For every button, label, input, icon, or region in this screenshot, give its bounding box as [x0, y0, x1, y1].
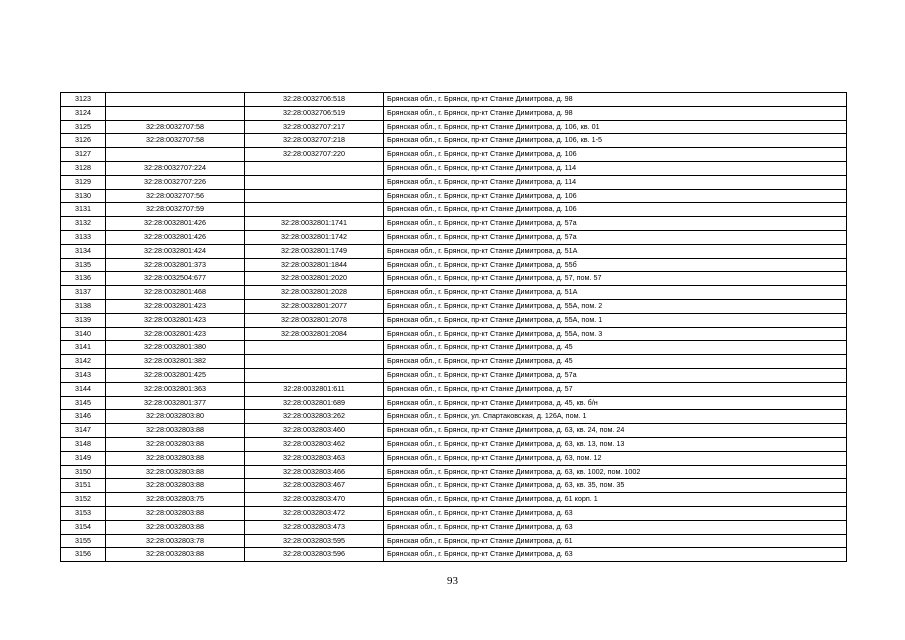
row-number-cell: 3130: [61, 189, 106, 203]
address-cell: Брянская обл., г. Брянск, пр-кт Станке Димитрова, д. 57а: [384, 230, 847, 244]
address-cell: Брянская обл., г. Брянск, пр-кт Станке Димитрова, д. 63, кв. 24, пом. 24: [384, 424, 847, 438]
table-row: [61, 479, 847, 493]
address-cell: Брянская обл., г. Брянск, пр-кт Станке Димитрова, д. 57: [384, 382, 847, 396]
object-cadastral-cell: 32:28:0032707:218: [245, 134, 384, 148]
row-number-cell: 3135: [61, 258, 106, 272]
address-cell: Брянская обл., г. Брянск, пр-кт Станке Димитрова, д. 106, кв. 1-5: [384, 134, 847, 148]
object-cadastral-cell: 32:28:0032803:595: [245, 534, 384, 548]
address-cell: Брянская обл., г. Брянск, пр-кт Станке Димитрова, д. 106, кв. 01: [384, 120, 847, 134]
row-number-cell: 3133: [61, 230, 106, 244]
table-row: [61, 327, 847, 341]
row-number-cell: 3153: [61, 506, 106, 520]
parcel-cadastral-cell: [106, 93, 245, 107]
table-row: [61, 203, 847, 217]
address-cell: Брянская обл., г. Брянск, пр-кт Станке Димитрова, д. 61 корп. 1: [384, 493, 847, 507]
row-number-cell: 3134: [61, 244, 106, 258]
parcel-cadastral-cell: 32:28:0032803:80: [106, 410, 245, 424]
table-row: [61, 410, 847, 424]
parcel-cadastral-cell: 32:28:0032801:380: [106, 341, 245, 355]
address-cell: Брянская обл., г. Брянск, пр-кт Станке Димитрова, д. 98: [384, 93, 847, 107]
object-cadastral-cell: 32:28:0032803:462: [245, 437, 384, 451]
table-row: [61, 244, 847, 258]
table-row: [61, 120, 847, 134]
object-cadastral-cell: 32:28:0032801:2078: [245, 313, 384, 327]
address-cell: Брянская обл., г. Брянск, пр-кт Станке Димитрова, д. 61: [384, 534, 847, 548]
object-cadastral-cell: 32:28:0032803:470: [245, 493, 384, 507]
address-cell: Брянская обл., г. Брянск, пр-кт Станке Димитрова, д. 55б: [384, 258, 847, 272]
address-cell: Брянская обл., г. Брянск, пр-кт Станке Димитрова, д. 63, кв. 13, пом. 13: [384, 437, 847, 451]
table-row: [61, 368, 847, 382]
object-cadastral-cell: 32:28:0032803:472: [245, 506, 384, 520]
row-number-cell: 3127: [61, 148, 106, 162]
row-number-cell: 3141: [61, 341, 106, 355]
table-row: [61, 299, 847, 313]
object-cadastral-cell: 32:28:0032803:473: [245, 520, 384, 534]
table-row: [61, 465, 847, 479]
table-row: [61, 396, 847, 410]
parcel-cadastral-cell: 32:28:0032707:224: [106, 161, 245, 175]
table-row: [61, 437, 847, 451]
table-row: [61, 93, 847, 107]
row-number-cell: 3146: [61, 410, 106, 424]
object-cadastral-cell: [245, 341, 384, 355]
table-row: [61, 534, 847, 548]
address-cell: Брянская обл., г. Брянск, пр-кт Станке Димитрова, д. 63: [384, 548, 847, 562]
row-number-cell: 3137: [61, 286, 106, 300]
page-number: 93: [447, 575, 458, 587]
row-number-cell: 3142: [61, 355, 106, 369]
object-cadastral-cell: 32:28:0032801:1742: [245, 230, 384, 244]
parcel-cadastral-cell: 32:28:0032801:426: [106, 230, 245, 244]
address-cell: Брянская обл., г. Брянск, ул. Спартаковская, д. 126А, пом. 1: [384, 410, 847, 424]
object-cadastral-cell: 32:28:0032706:519: [245, 106, 384, 120]
parcel-cadastral-cell: 32:28:0032803:88: [106, 465, 245, 479]
address-cell: Брянская обл., г. Брянск, пр-кт Станке Димитрова, д. 63, кв. 1002, пом. 1002: [384, 465, 847, 479]
address-cell: Брянская обл., г. Брянск, пр-кт Станке Димитрова, д. 55А, пом. 3: [384, 327, 847, 341]
object-cadastral-cell: 32:28:0032707:217: [245, 120, 384, 134]
table-row: [61, 106, 847, 120]
address-cell: Брянская обл., г. Брянск, пр-кт Станке Димитрова, д. 55А, пом. 2: [384, 299, 847, 313]
object-cadastral-cell: [245, 161, 384, 175]
address-cell: Брянская обл., г. Брянск, пр-кт Станке Димитрова, д. 114: [384, 175, 847, 189]
table-row: [61, 493, 847, 507]
address-cell: Брянская обл., г. Брянск, пр-кт Станке Димитрова, д. 55А, пом. 1: [384, 313, 847, 327]
parcel-cadastral-cell: 32:28:0032801:382: [106, 355, 245, 369]
row-number-cell: 3149: [61, 451, 106, 465]
address-cell: Брянская обл., г. Брянск, пр-кт Станке Димитрова, д. 106: [384, 203, 847, 217]
address-cell: Брянская обл., г. Брянск, пр-кт Станке Димитрова, д. 57а: [384, 217, 847, 231]
object-cadastral-cell: 32:28:0032801:1844: [245, 258, 384, 272]
object-cadastral-cell: 32:28:0032803:262: [245, 410, 384, 424]
row-number-cell: 3140: [61, 327, 106, 341]
row-number-cell: 3154: [61, 520, 106, 534]
address-cell: Брянская обл., г. Брянск, пр-кт Станке Димитрова, д. 98: [384, 106, 847, 120]
object-cadastral-cell: 32:28:0032801:2077: [245, 299, 384, 313]
row-number-cell: 3138: [61, 299, 106, 313]
object-cadastral-cell: 32:28:0032801:689: [245, 396, 384, 410]
object-cadastral-cell: 32:28:0032801:1741: [245, 217, 384, 231]
table-row: [61, 506, 847, 520]
parcel-cadastral-cell: 32:28:0032803:88: [106, 479, 245, 493]
table-row: [61, 382, 847, 396]
row-number-cell: 3152: [61, 493, 106, 507]
object-cadastral-cell: 32:28:0032803:460: [245, 424, 384, 438]
cadastral-table: [60, 92, 847, 562]
parcel-cadastral-cell: 32:28:0032803:88: [106, 424, 245, 438]
object-cadastral-cell: 32:28:0032803:463: [245, 451, 384, 465]
address-cell: Брянская обл., г. Брянск, пр-кт Станке Димитрова, д. 57, пом. 57: [384, 272, 847, 286]
parcel-cadastral-cell: [106, 148, 245, 162]
object-cadastral-cell: 32:28:0032706:518: [245, 93, 384, 107]
row-number-cell: 3129: [61, 175, 106, 189]
table-row: [61, 161, 847, 175]
row-number-cell: 3125: [61, 120, 106, 134]
object-cadastral-cell: 32:28:0032803:466: [245, 465, 384, 479]
table-body: [61, 93, 847, 562]
table-row: [61, 230, 847, 244]
parcel-cadastral-cell: 32:28:0032803:88: [106, 548, 245, 562]
parcel-cadastral-cell: 32:28:0032801:377: [106, 396, 245, 410]
object-cadastral-cell: [245, 203, 384, 217]
table-row: [61, 424, 847, 438]
parcel-cadastral-cell: 32:28:0032801:373: [106, 258, 245, 272]
table-row: [61, 355, 847, 369]
address-cell: Брянская обл., г. Брянск, пр-кт Станке Димитрова, д. 106: [384, 148, 847, 162]
parcel-cadastral-cell: 32:28:0032707:226: [106, 175, 245, 189]
row-number-cell: 3136: [61, 272, 106, 286]
table-row: [61, 258, 847, 272]
parcel-cadastral-cell: 32:28:0032801:424: [106, 244, 245, 258]
parcel-cadastral-cell: 32:28:0032707:58: [106, 120, 245, 134]
parcel-cadastral-cell: 32:28:0032803:88: [106, 451, 245, 465]
object-cadastral-cell: [245, 368, 384, 382]
address-cell: Брянская обл., г. Брянск, пр-кт Станке Димитрова, д. 51А: [384, 286, 847, 300]
object-cadastral-cell: 32:28:0032801:1749: [245, 244, 384, 258]
object-cadastral-cell: 32:28:0032801:611: [245, 382, 384, 396]
object-cadastral-cell: 32:28:0032707:220: [245, 148, 384, 162]
row-number-cell: 3131: [61, 203, 106, 217]
address-cell: Брянская обл., г. Брянск, пр-кт Станке Димитрова, д. 57а: [384, 368, 847, 382]
row-number-cell: 3132: [61, 217, 106, 231]
object-cadastral-cell: 32:28:0032801:2020: [245, 272, 384, 286]
table-row: [61, 451, 847, 465]
row-number-cell: 3128: [61, 161, 106, 175]
object-cadastral-cell: 32:28:0032801:2084: [245, 327, 384, 341]
table-row: [61, 520, 847, 534]
parcel-cadastral-cell: 32:28:0032803:88: [106, 506, 245, 520]
parcel-cadastral-cell: 32:28:0032801:363: [106, 382, 245, 396]
table-row: [61, 272, 847, 286]
parcel-cadastral-cell: 32:28:0032801:423: [106, 299, 245, 313]
row-number-cell: 3123: [61, 93, 106, 107]
parcel-cadastral-cell: 32:28:0032707:58: [106, 134, 245, 148]
object-cadastral-cell: [245, 189, 384, 203]
object-cadastral-cell: [245, 175, 384, 189]
parcel-cadastral-cell: 32:28:0032504:677: [106, 272, 245, 286]
row-number-cell: 3126: [61, 134, 106, 148]
row-number-cell: 3143: [61, 368, 106, 382]
table-row: [61, 148, 847, 162]
table-row: [61, 341, 847, 355]
address-cell: Брянская обл., г. Брянск, пр-кт Станке Димитрова, д. 114: [384, 161, 847, 175]
parcel-cadastral-cell: [106, 106, 245, 120]
object-cadastral-cell: 32:28:0032801:2028: [245, 286, 384, 300]
parcel-cadastral-cell: 32:28:0032801:426: [106, 217, 245, 231]
row-number-cell: 3156: [61, 548, 106, 562]
object-cadastral-cell: 32:28:0032803:596: [245, 548, 384, 562]
parcel-cadastral-cell: 32:28:0032803:78: [106, 534, 245, 548]
address-cell: Брянская обл., г. Брянск, пр-кт Станке Димитрова, д. 51А: [384, 244, 847, 258]
row-number-cell: 3150: [61, 465, 106, 479]
address-cell: Брянская обл., г. Брянск, пр-кт Станке Димитрова, д. 63: [384, 506, 847, 520]
table-row: [61, 286, 847, 300]
table-row: [61, 548, 847, 562]
row-number-cell: 3145: [61, 396, 106, 410]
address-cell: Брянская обл., г. Брянск, пр-кт Станке Димитрова, д. 63, пом. 12: [384, 451, 847, 465]
address-cell: Брянская обл., г. Брянск, пр-кт Станке Димитрова, д. 45, кв. б/н: [384, 396, 847, 410]
row-number-cell: 3139: [61, 313, 106, 327]
parcel-cadastral-cell: 32:28:0032801:468: [106, 286, 245, 300]
row-number-cell: 3148: [61, 437, 106, 451]
object-cadastral-cell: 32:28:0032803:467: [245, 479, 384, 493]
object-cadastral-cell: [245, 355, 384, 369]
row-number-cell: 3144: [61, 382, 106, 396]
row-number-cell: 3151: [61, 479, 106, 493]
row-number-cell: 3147: [61, 424, 106, 438]
parcel-cadastral-cell: 32:28:0032707:59: [106, 203, 245, 217]
parcel-cadastral-cell: 32:28:0032803:88: [106, 520, 245, 534]
table-row: [61, 189, 847, 203]
address-cell: Брянская обл., г. Брянск, пр-кт Станке Димитрова, д. 63, кв. 35, пом. 35: [384, 479, 847, 493]
table-row: [61, 313, 847, 327]
parcel-cadastral-cell: 32:28:0032801:425: [106, 368, 245, 382]
parcel-cadastral-cell: 32:28:0032803:88: [106, 437, 245, 451]
parcel-cadastral-cell: 32:28:0032707:56: [106, 189, 245, 203]
address-cell: Брянская обл., г. Брянск, пр-кт Станке Димитрова, д. 45: [384, 341, 847, 355]
table-row: [61, 175, 847, 189]
parcel-cadastral-cell: 32:28:0032803:75: [106, 493, 245, 507]
table-row: [61, 217, 847, 231]
parcel-cadastral-cell: 32:28:0032801:423: [106, 327, 245, 341]
address-cell: Брянская обл., г. Брянск, пр-кт Станке Димитрова, д. 106: [384, 189, 847, 203]
parcel-cadastral-cell: 32:28:0032801:423: [106, 313, 245, 327]
address-cell: Брянская обл., г. Брянск, пр-кт Станке Димитрова, д. 63: [384, 520, 847, 534]
table-row: [61, 134, 847, 148]
row-number-cell: 3124: [61, 106, 106, 120]
address-cell: Брянская обл., г. Брянск, пр-кт Станке Димитрова, д. 45: [384, 355, 847, 369]
row-number-cell: 3155: [61, 534, 106, 548]
